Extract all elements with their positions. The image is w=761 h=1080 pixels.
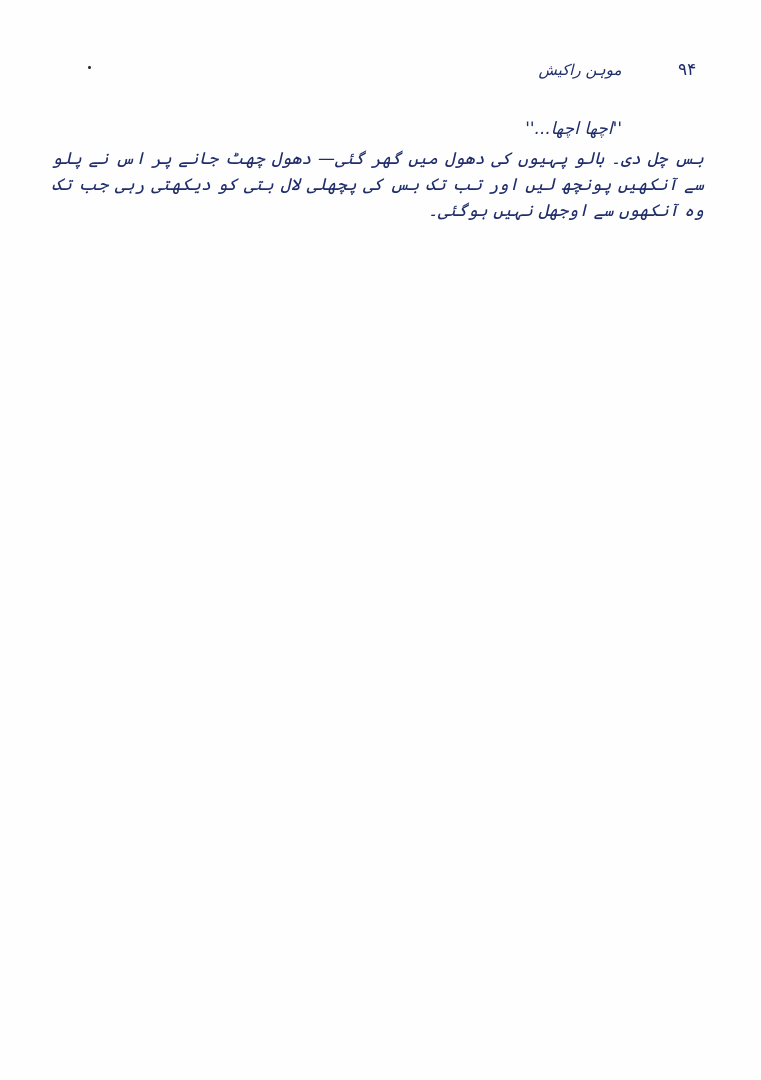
stray-ink-mark <box>88 66 91 69</box>
body-text <box>52 116 704 224</box>
page-number: ۹۴ <box>678 60 697 80</box>
paragraph: بس چل دی۔ بالو پہیوں کی دھول میں گھر گئی— دھول چھٹ جانے پر اس نے پلو سے آنکھیں پونچھ لیں اور تب تک بس کی پچھلی لال بتی کو دیکھتی رہی جب تک وہ آنکھوں سے اوجھل نہیں ہوگئی۔ <box>52 149 704 221</box>
running-title: موہن راکیش <box>538 61 622 79</box>
quote-line: ''اچھا اچھا...'' <box>525 119 622 139</box>
